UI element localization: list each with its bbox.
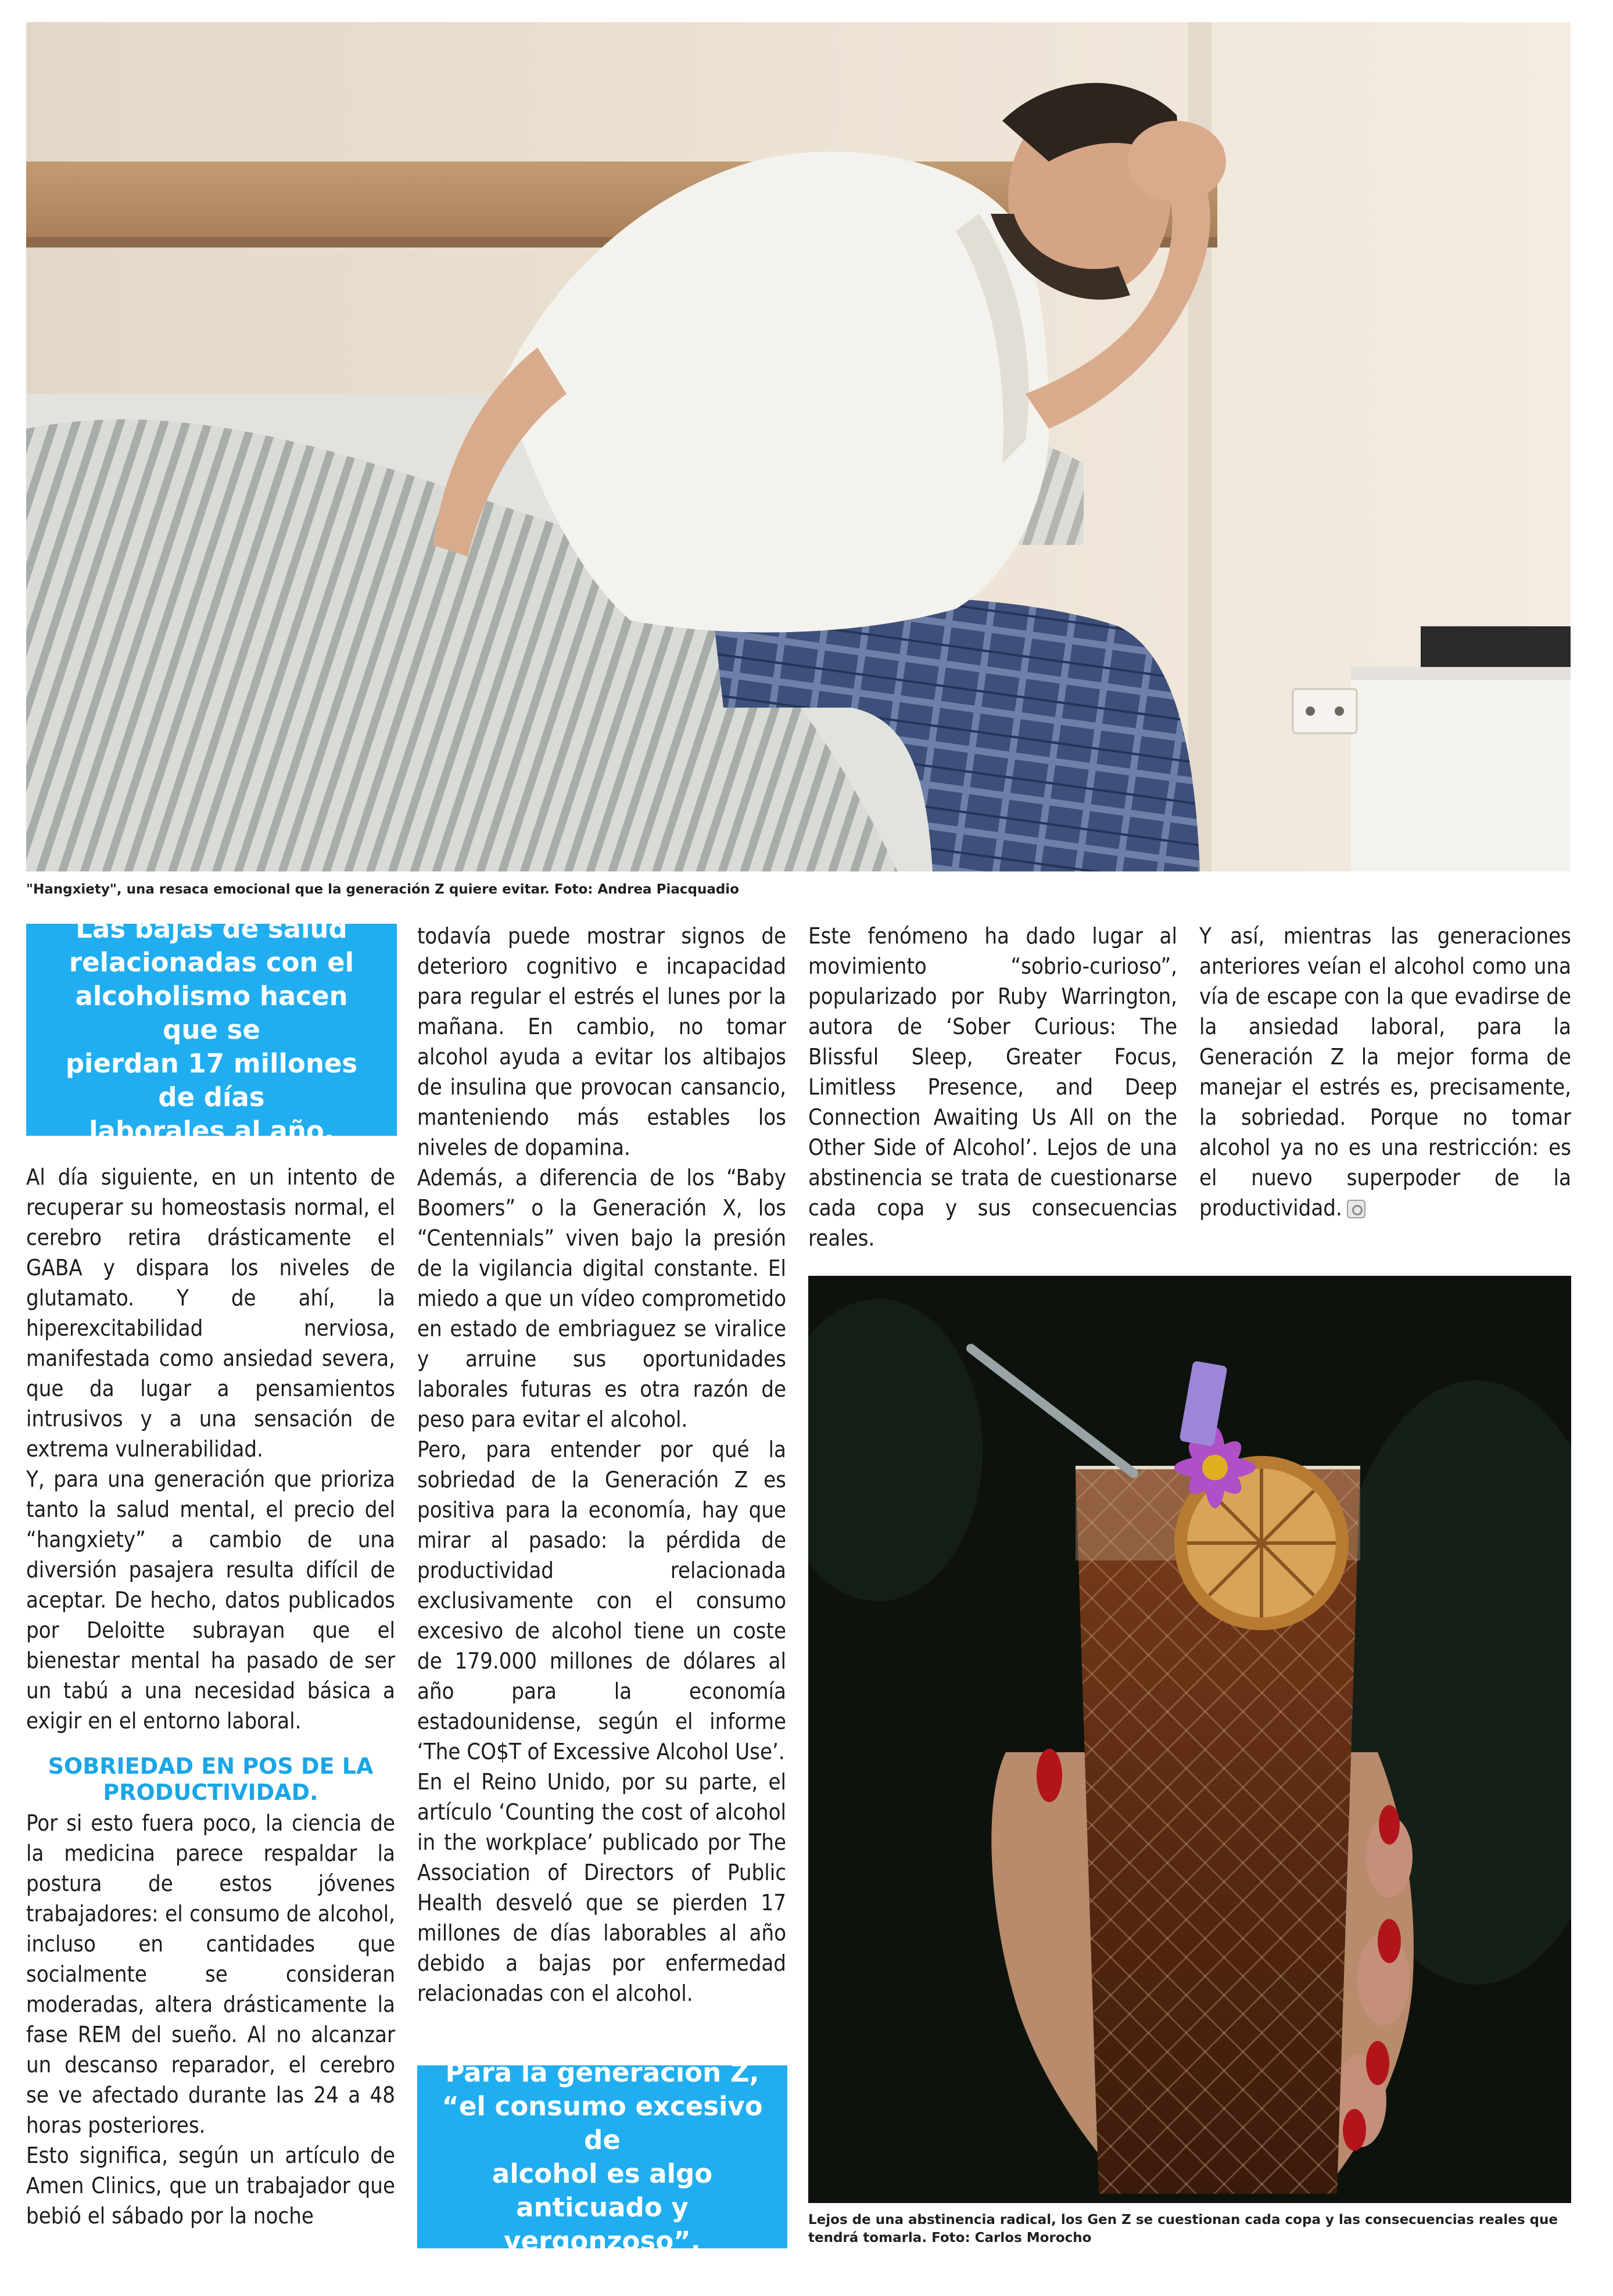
pull-quote-2	[417, 2057, 787, 2256]
body-paragraph: Pero, para entender por qué la sobriedad de la Generación Z es positiva para la economía, hay que mirar al pasado: la pérdida de productividad relacionada exclusivamente con el consumo excesivo de alcohol tiene un coste de 179.000 millones de dólares al año para la economía estadounidense, según el informe ‘The CO$T of Excessive Alcohol Use’.	[417, 1437, 786, 1764]
cocktail-photo-illustration	[808, 1276, 1571, 2203]
article-column-3	[808, 921, 1177, 1253]
pull-quote-1-line: Las bajas de salud	[76, 913, 347, 944]
pull-quote-1-line: alcoholismo hacen que se	[75, 980, 348, 1045]
closing-paragraph-text: Y así, mientras las generaciones anteriores veían el alcohol como una vía de escape con la que evadirse de la ansiedad laboral, para la Generación Z la mejor forma de manejar el estrés es, precisamente, la sobriedad. Porque no tomar alcohol ya no es una restricción: es el nuevo superpoder de la productividad.	[1199, 923, 1571, 1221]
section-heading: SOBRIEDAD EN POS DE LA PRODUCTIVIDAD.	[48, 1753, 374, 1805]
pull-quote-1-text	[49, 912, 374, 1148]
pull-quote-2-line: “el consumo excesivo de	[442, 2090, 763, 2155]
pull-quote-1-line: laborales al año.	[89, 1115, 334, 1146]
pull-quote-2-line: Para la generación Z,	[445, 2057, 759, 2088]
body-paragraph: todavía puede mostrar signos de deterioro cognitivo e incapacidad para regular el estrés el lunes por la mañana. En cambio, no tomar alcohol ayuda a evitar los altibajos de insulina que provocan cansancio, manteniendo más estables los niveles de dopamina.	[417, 923, 786, 1160]
top-photo-caption: "Hangxiety", una resaca emocional que la generación Z quiere evitar. Foto: Andrea Piacquadio	[26, 882, 739, 897]
hangxiety-photo	[26, 22, 1571, 871]
article-end-icon	[1347, 1200, 1365, 1218]
body-paragraph: En el Reino Unido, por su parte, el artículo ‘Counting the cost of alcohol in the workplace’ publicado por The Association of Directors of Public Health desveló que se pierden 17 millones de días laborables al año debido a bajas por enfermedad relacionadas con el alcohol.	[417, 1769, 786, 2006]
article-column-4	[1199, 921, 1571, 1223]
pull-quote-2-line: alcohol es algo anticuado y	[492, 2158, 713, 2223]
body-paragraph: Además, a diferencia de los “Baby Boomers” o la Generación X, los “Centennials” viven bajo la presión de la vigilancia digital constante. El miedo a que un vídeo comprometido en estado de embriaguez se viralice y arruine sus oportunidades laborales futuras es otra razón de peso para evitar el alcohol.	[417, 1165, 786, 1432]
pull-quote-2-line: vergonzoso”.	[504, 2225, 701, 2256]
body-paragraph: Por si esto fuera poco, la ciencia de la medicina parece respaldar la postura de estos jóvenes trabajadores: el consumo de alcohol, incluso en cantidades que socialmente se consideran moderadas, altera drásticamente la fase REM del sueño. Al no alcanzar un descanso reparador, el cerebro se ve afectado durante las 24 a 48 horas posteriores.	[26, 1810, 395, 2138]
body-paragraph: Y, para una generación que prioriza tanto la salud mental, el precio del “hangxiety” a cambio de una diversión pasajera resulta difícil de aceptar. De hecho, datos publicados por Deloitte subrayan que el bienestar mental ha pasado de ser un tabú a una necesidad básica a exigir en el entorno laboral.	[26, 1466, 395, 1734]
pull-quote-1	[26, 913, 397, 1146]
article-column-1	[26, 1162, 395, 2231]
body-paragraph: Esto significa, según un artículo de Amen Clinics, que un trabajador que bebió el sábado por la noche	[26, 2143, 395, 2229]
body-paragraph: Este fenómeno ha dado lugar al movimiento “sobrio-curioso”, popularizado por Ruby Warrington, autora de ‘Sober Curious: The Blissful Sleep, Greater Focus, Limitless Presence, and Deep Connection Awaiting Us All on the Other Side of Alcohol’. Lejos de una abstinencia se trata de cuestionarse cada copa y sus consecuencias reales.	[808, 923, 1177, 1251]
pull-quote-1-line: relacionadas con el	[69, 946, 354, 978]
body-paragraph: Al día siguiente, en un intento de recuperar su homeostasis normal, el cerebro retira drásticamente el GABA y dispara los niveles de glutamato. Y de ahí, la hiperexcitabilidad nerviosa, manifestada como ansiedad severa, que da lugar a pensamientos intrusivos y a una sensación de extrema vulnerabilidad.	[26, 1164, 395, 1462]
body-paragraph	[1199, 921, 1571, 1223]
article-column-2	[417, 921, 786, 2008]
cocktail-photo-caption: Lejos de una abstinencia radical, los Gen Z se cuestionan cada copa y las consecuencias reales que tendrá tomarla. Foto: Carlos Morocho	[808, 2212, 1558, 2245]
cocktail-photo	[808, 1276, 1571, 2203]
pull-quote-1-line: pierdan 17 millones de días	[65, 1047, 358, 1113]
hangxiety-photo-illustration	[26, 22, 1571, 871]
pull-quote-2-text	[435, 2056, 770, 2258]
